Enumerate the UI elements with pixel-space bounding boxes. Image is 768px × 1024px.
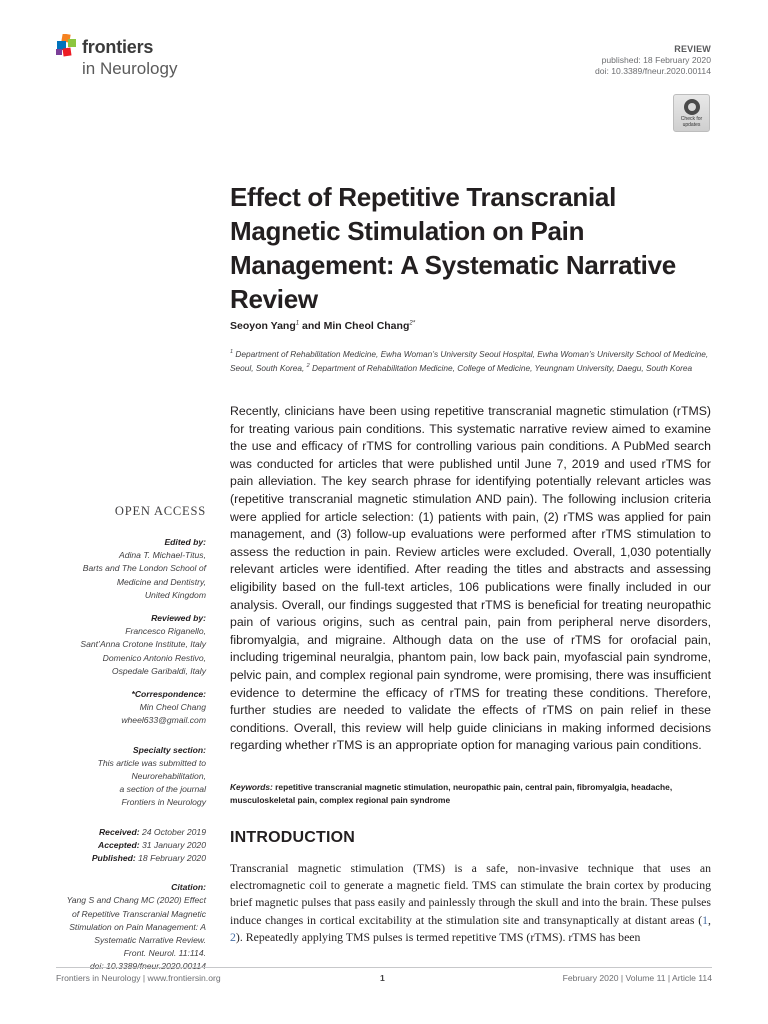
section-heading: INTRODUCTION <box>230 829 356 846</box>
crossmark-icon <box>684 99 700 115</box>
open-access-label: OPEN ACCESS <box>114 504 206 518</box>
specialty-line: a section of the journal <box>119 784 206 795</box>
editor-line[interactable]: Adina T. Michael-Titus, <box>118 550 206 561</box>
specialty-label: Specialty section: <box>132 744 206 755</box>
logo-brand-text: frontiers <box>82 37 154 57</box>
page-number: 1 <box>380 973 385 983</box>
check-updates-label: Check for updates <box>680 116 703 128</box>
published-date: published: 18 February 2020 <box>601 55 711 65</box>
footer-divider <box>56 967 712 968</box>
edited-by-section <box>56 536 206 602</box>
citation-line: of Repetitive Transcranial Magnetic <box>71 908 206 919</box>
specialty-line: Neurorehabilitation, <box>131 771 206 782</box>
citation-line: Front. Neurol. 11:114. <box>123 948 206 959</box>
citation-line: Systematic Narrative Review. <box>94 935 206 946</box>
affiliation-marker: 2* <box>409 320 416 327</box>
correspondence-section <box>56 688 206 728</box>
citation-section <box>56 881 206 973</box>
editor-line: Medicine and Dentistry, <box>116 576 206 587</box>
article-doi[interactable]: doi: 10.3389/fneur.2020.00114 <box>595 66 711 76</box>
affiliation-marker: 2 <box>306 363 310 370</box>
reviewer-line[interactable]: Domenico Antonio Restivo, <box>102 652 206 663</box>
affiliation-text: Department of Rehabilitation Medicine, College of Medicine, Yeungnam University, Daegu, South Korea <box>309 362 693 373</box>
article-sidebar <box>56 504 206 984</box>
dates-section <box>56 826 206 866</box>
correspondence-label: *Correspondence: <box>131 689 206 700</box>
citation-label: Citation: <box>171 882 206 893</box>
specialty-line: This article was submitted to <box>97 757 206 768</box>
reviewer-line: Ospedale Garibaldi, Italy <box>111 665 206 676</box>
footer-issue-info: February 2020 | Volume 11 | Article 114 <box>562 973 712 983</box>
keywords-text: repetitive transcranial magnetic stimulation, neuropathic pain, central pain, fibromyalgia, headache, musculoskeletal pain, complex regional pain syndrome <box>230 782 673 805</box>
intro-paragraph: Transcranial magnetic stimulation (TMS) is a safe, non-invasive technique that uses an electromagnetic coil to generate a magnetic field. TMS can stimulate the brain cortex by producing brief magnetic pulses that pass easily and painlessly through the skull and into the brain. These pulses induce changes in cortical excitability at the stimulation site and transynaptically at distant areas (1, 2). Repeatedly applying TMS pulses is termed repetitive TMS (rTMS). rTMS has been <box>230 861 711 944</box>
specialty-section <box>56 744 206 810</box>
abstract: Recently, clinicians have been using repetitive transcranial magnetic stimulation (rTMS) for treating various pain conditions. This systematic narrative review aimed to examine the use and efficacy of rTMS for controlling various pain conditions. A PubMed search was conducted for articles that were published until June 7, 2019 and used rTMS for pain alleviation. The key search phrase for identifying potentially relevant articles was (repetitive transcranial magnetic stimulation AND pain). The following inclusion criteria were applied for article selection: (1) patients with pain, (2) rTMS was applied for pain management, and (3) follow-up evaluations were performed after rTMS stimulation to assess the reduction in pain. Review articles were excluded. Overall, 1,030 potentially relevant articles were identified. After reading the titles and abstracts and assessing eligibility based on the full-text articles, 106 publications were finally included in our analysis. Overall, our findings suggested that rTMS is beneficial for treating neuropathic pain of various origins, such as central pain, pain from peripheral nerve disorders, fibromyalgia, and migraine. Although data on the use of rTMS for orofacial pain, including trigeminal neuralgia, phantom pain, low back pain, myofascial pain syndrome, pelvic pain, and complex regional pain syndrome, were promising, there was insufficient evidence to determine the efficacy of rTMS for treating these conditions. Therefore, further studies are needed to validate the effects of rTMS on pain relief in these conditions. Overall, this review will help guide clinicians in making informed decisions regarding whether rTMS is an appropriate option for managing various pain conditions. <box>230 404 711 753</box>
citation-line: Yang S and Chang MC (2020) Effect <box>66 895 206 906</box>
specialty-line: Frontiers in Neurology <box>121 797 206 808</box>
reviewed-by-label: Reviewed by: <box>151 613 206 624</box>
citation-link[interactable]: 1 <box>702 912 709 927</box>
keywords <box>230 781 711 807</box>
reviewer-line[interactable]: Francesco Riganello, <box>125 626 206 637</box>
author-name[interactable]: Seoyon Yang <box>230 320 296 332</box>
article-type: REVIEW <box>674 44 711 54</box>
editor-line: Barts and The London School of <box>82 563 206 574</box>
author-name[interactable]: Min Cheol Chang <box>323 320 410 332</box>
received-date: Received: 24 October 2019 <box>98 826 206 837</box>
journal-logo[interactable] <box>56 33 196 81</box>
affiliation-marker: 1 <box>230 349 234 355</box>
check-for-updates-button[interactable] <box>673 94 710 132</box>
affiliations <box>230 346 710 374</box>
logo-journal-text: in Neurology <box>82 59 178 78</box>
citation-link[interactable]: 2 <box>230 929 236 944</box>
affiliation-text: Department of Rehabilitation Medicine, Ewha Woman’s University Seoul Hospital, Ewha Woman’s University School of Medicine, Seoul, South Korea, <box>230 348 709 373</box>
correspondence-email[interactable]: wheel633@gmail.com <box>121 715 206 726</box>
editor-line: United Kingdom <box>144 589 206 600</box>
reviewed-by-section <box>56 612 206 678</box>
article-title: Effect of Repetitive Transcranial Magnetic Stimulation on Pain Management: A Systematic Narrative Review <box>230 182 676 314</box>
citation-line: Stimulation on Pain Management: A <box>69 921 206 932</box>
article-meta <box>461 44 711 77</box>
frontiers-logo-icon <box>56 34 78 58</box>
author-separator: and <box>299 320 324 332</box>
reviewer-line: Sant’Anna Crotone Institute, Italy <box>80 639 206 650</box>
affiliation-marker: 1 <box>295 320 300 327</box>
keywords-label: Keywords: <box>230 782 273 792</box>
edited-by-label: Edited by: <box>164 537 206 547</box>
published-date-sidebar: Published: 18 February 2020 <box>91 853 206 864</box>
correspondence-name: Min Cheol Chang <box>139 702 206 713</box>
accepted-date: Accepted: 31 January 2020 <box>98 839 206 850</box>
footer-journal-link[interactable]: Frontiers in Neurology | www.frontiersin.org <box>56 973 221 983</box>
author-list <box>230 320 720 332</box>
